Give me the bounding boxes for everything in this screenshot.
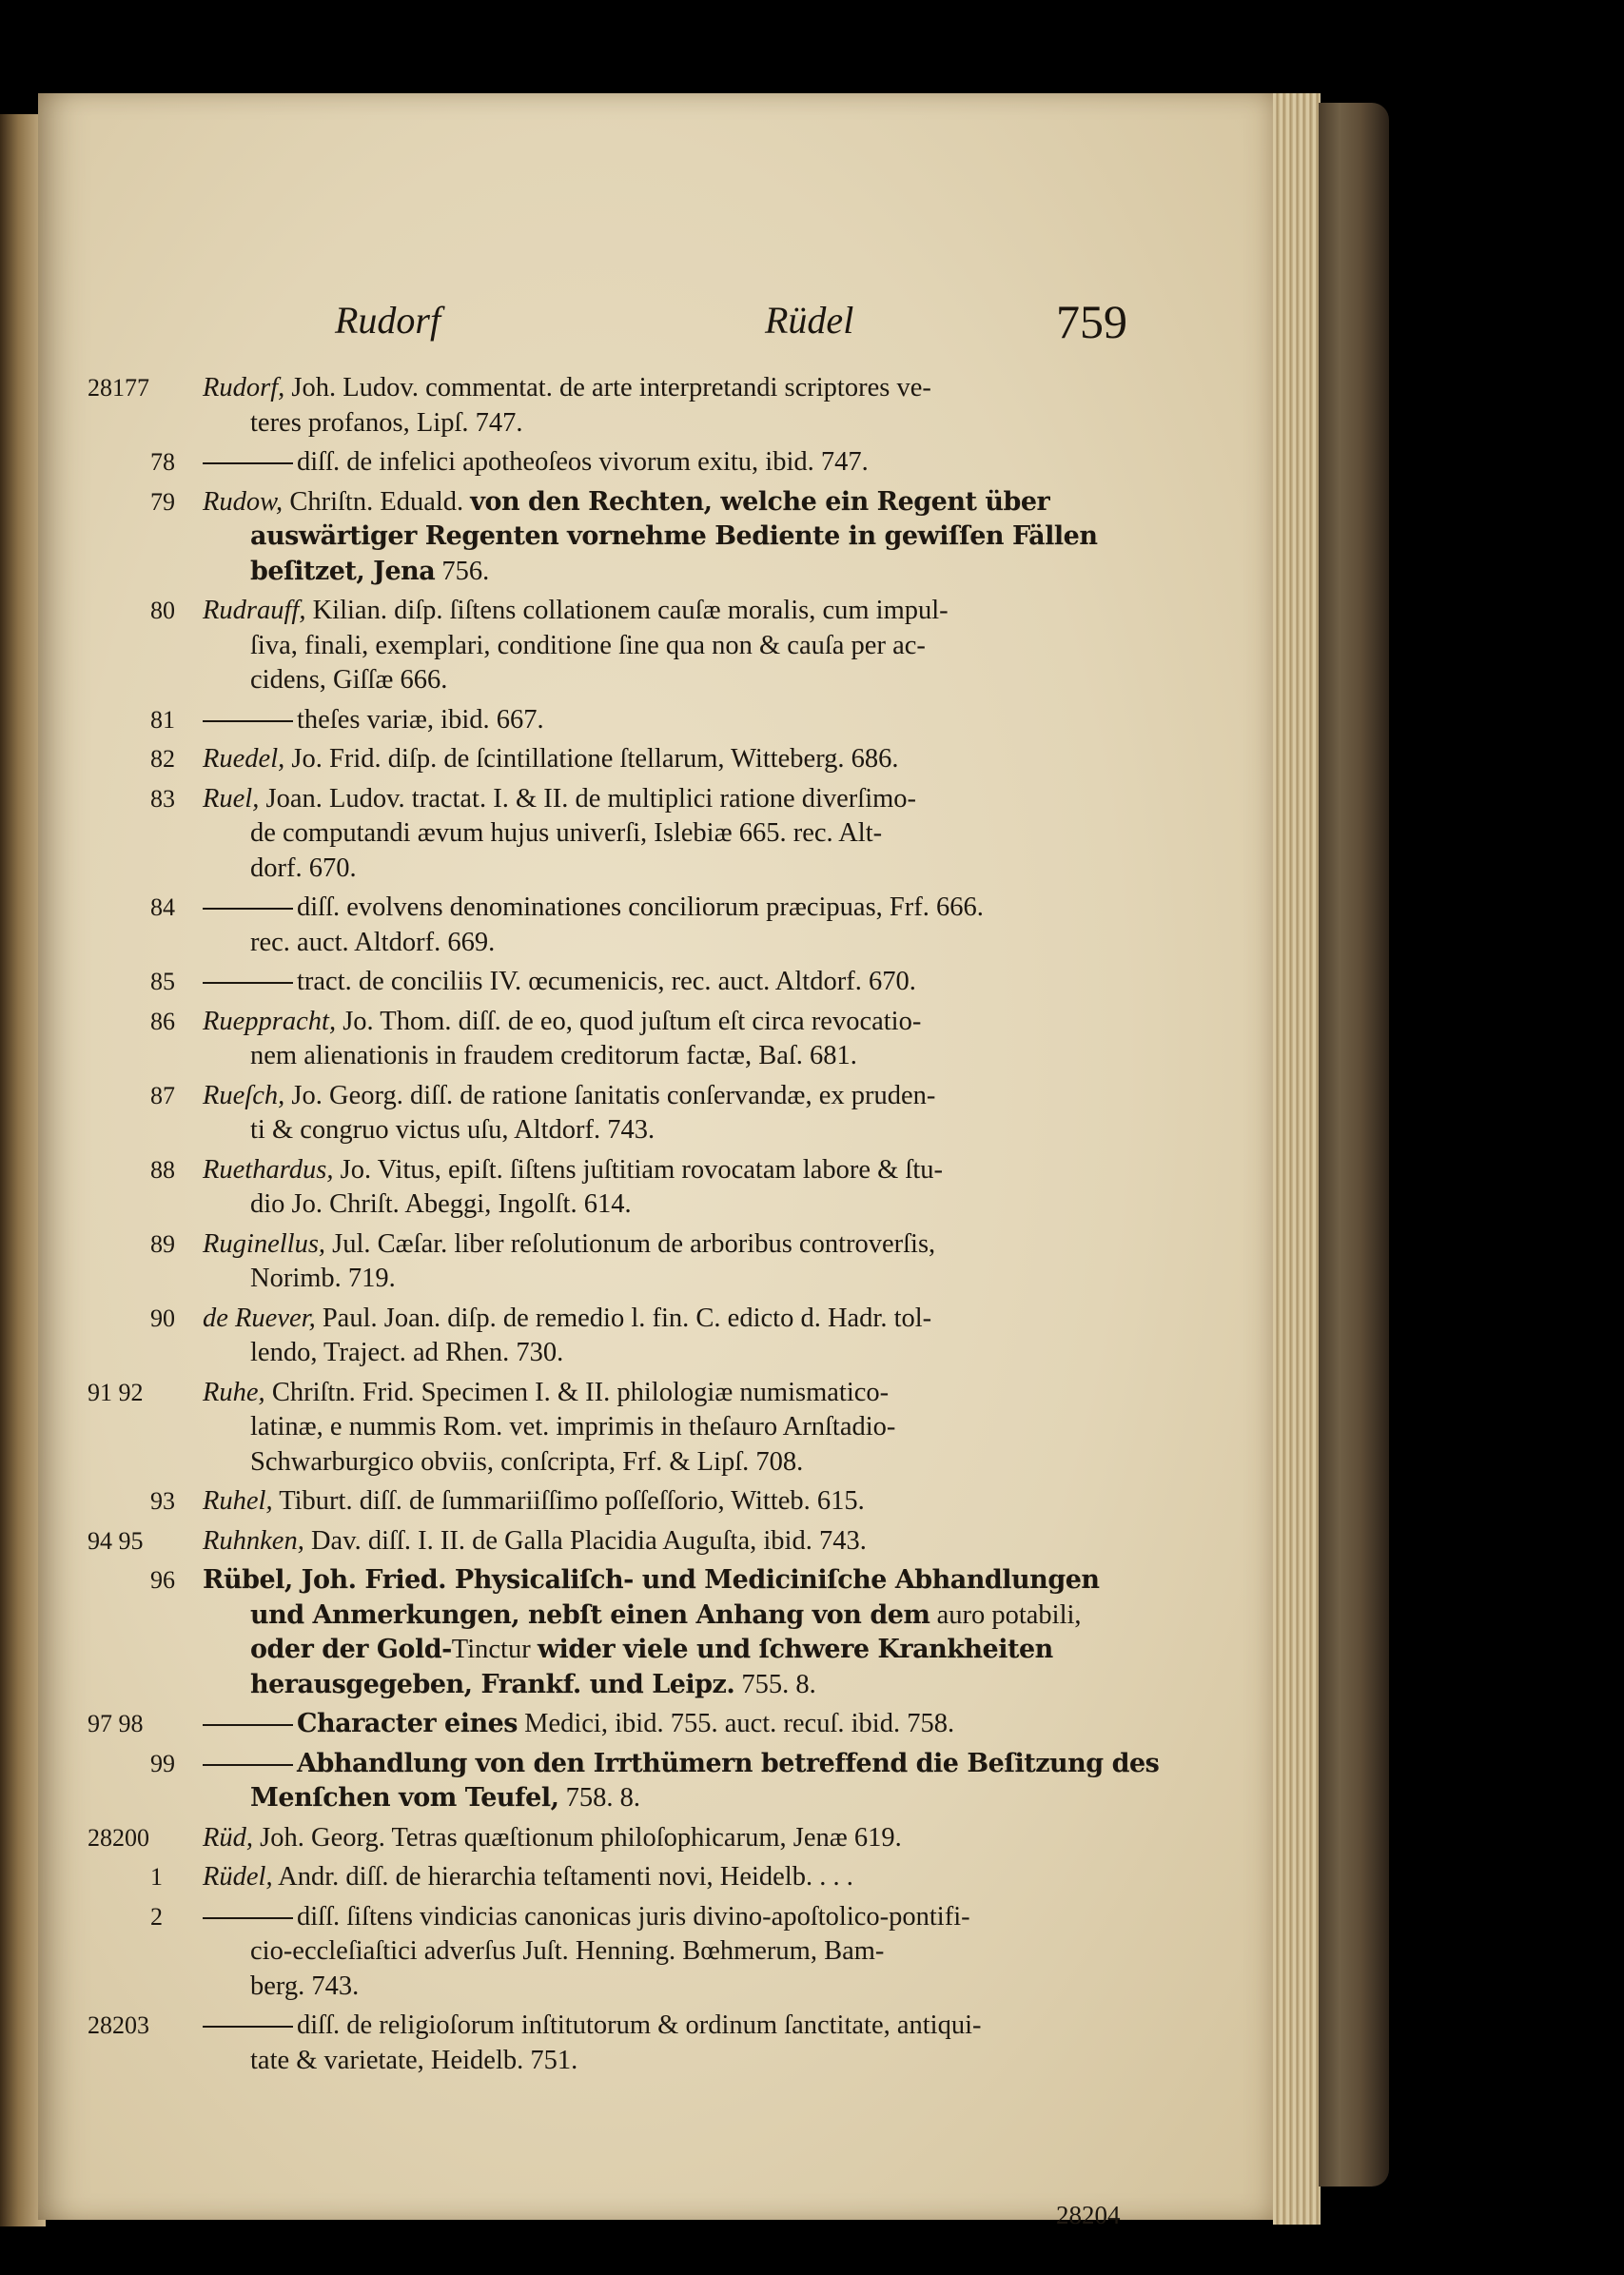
catchword: 28204 (1056, 2201, 1121, 2229)
fraktur-text: Menſchen vom Teufel, (250, 1783, 559, 1813)
entry-text: Dav. diſſ. I. II. de Galla Placidia Auguſta, ibid. 743. (303, 1525, 867, 1556)
entry-line (203, 1633, 1170, 1668)
author-name: de Ruever, (203, 1303, 316, 1333)
entry-text: cidens, Giſſæ 666. (250, 665, 448, 695)
author-name: Ruedel, (203, 744, 285, 774)
entry-line (203, 1707, 1170, 1742)
entry-text: Joh. Ludov. commentat. de arte interpretandi scriptores ve- (284, 373, 931, 402)
entry-line (203, 891, 1170, 926)
entry-text: nem alienationis in fraudem creditorum factæ, Baſ. 681. (250, 1041, 857, 1070)
fraktur-text: beſitzet, Jena (250, 556, 436, 586)
entry-number: 28177 (88, 374, 149, 402)
entry (38, 1376, 1275, 1481)
entry-text: teres profanos, Lipſ. 747. (250, 407, 523, 438)
entry-number: 93 (150, 1487, 175, 1515)
fraktur-text: wider viele und ſchwere Krankheiten (537, 1635, 1053, 1664)
book-cover-edge (1319, 103, 1389, 2187)
entry-line (203, 1187, 1170, 1223)
running-head-right: Rüdel (765, 299, 854, 342)
entry (38, 703, 1275, 738)
entry (38, 1302, 1275, 1371)
running-head-left: Rudorf (335, 299, 441, 342)
entry-list (38, 371, 1275, 2083)
entry-line (203, 1410, 1170, 1445)
entry-line (203, 629, 1170, 664)
entry-number: 83 (150, 784, 175, 813)
entry-line (203, 520, 1170, 555)
entry-text: diſſ. evolvens denominationes conciliorum præcipuas, Frf. 666. (297, 892, 984, 922)
page-stack (1273, 93, 1321, 2225)
entry-number: 91 92 (88, 1378, 144, 1406)
entry-text: Kilian. diſp. ſiſtens collationem cauſæ moralis, cum impul- (305, 596, 949, 625)
entry-text: Schwarburgico obviis, conſcripta, Frf. & Lipſ. 708. (250, 1446, 804, 1477)
entry (38, 1153, 1275, 1223)
entry (38, 2009, 1275, 2078)
entry-line (203, 703, 1170, 738)
entry-number: 81 (150, 705, 175, 734)
entry-text: dio Jo. Chriſt. Abeggi, Ingolſt. 614. (250, 1189, 632, 1219)
entry (38, 371, 1275, 441)
entry-text: berg. 743. (250, 1971, 360, 2001)
entry-line (203, 1153, 1170, 1188)
entry-line (203, 594, 1170, 629)
entry (38, 782, 1275, 887)
entry-number: 86 (150, 1007, 175, 1035)
entry-line (203, 1781, 1170, 1816)
entry (38, 1484, 1275, 1520)
entry-line (203, 445, 1170, 480)
author-name: Rudrauff, (203, 596, 306, 625)
entry-number: 89 (150, 1229, 175, 1258)
entry-text: Jo. Vitus, epiſt. ſiſtens juſtitiam rovocatam labore & ſtu- (333, 1154, 943, 1185)
entry-line (203, 1005, 1170, 1040)
entry-number: 82 (150, 745, 175, 773)
entry-text: Chriſtn. Frid. Specimen I. & II. philologiæ numismatico- (264, 1377, 890, 1407)
entry-line (203, 1039, 1170, 1074)
fraktur-text: Character eines (297, 1709, 518, 1738)
fraktur-text: von den Rechten, welche ein Regent über (470, 486, 1050, 517)
page-header (38, 288, 1275, 364)
entry-line (203, 1302, 1170, 1337)
fraktur-text: auswärtiger Regenten vornehme Bediente in gewiſſen Fällen (250, 521, 1098, 551)
author-name: Rüd, (203, 1822, 254, 1853)
entry-line (203, 965, 1170, 1000)
entry-line (203, 1445, 1170, 1481)
fraktur-text: und Anmerkungen, nebſt einen Anhang von dem (250, 1599, 930, 1630)
entry-text: Joan. Ludov. tractat. I. & II. de multiplici ratione diverſimo- (259, 783, 917, 814)
entry-number: 28200 (88, 1823, 149, 1852)
author-name: Ruhel, (203, 1486, 273, 1516)
entry-line (203, 1484, 1170, 1520)
entry-text: auro potabili, (929, 1599, 1082, 1630)
entry-line (203, 485, 1170, 520)
entry (38, 594, 1275, 698)
author-name: Rueppracht, (203, 1006, 337, 1036)
entry-number: 78 (150, 448, 175, 476)
entry-text: Norimb. 719. (250, 1264, 396, 1293)
entry-line (203, 1336, 1170, 1371)
entry-line (203, 1563, 1170, 1598)
author-name: Rueſch, (203, 1080, 285, 1110)
author-name: Ruginellus, (203, 1228, 326, 1259)
entry-line (203, 663, 1170, 698)
entry-line (203, 742, 1170, 777)
ditto-dash (203, 2026, 293, 2028)
entry (38, 891, 1275, 960)
entry-text: diſſ. de infelici apotheoſeos vivorum exitu, ibid. 747. (297, 447, 869, 477)
entry-text: tate & varietate, Heidelb. 751. (250, 2045, 578, 2075)
entry-text: diſſ. ſiſtens vindicias canonicas juris divino-apoſtolico-pontifi- (297, 1901, 970, 1932)
entry-text: 756. (435, 556, 490, 586)
entry-line (203, 2009, 1170, 2044)
entry-line (203, 406, 1170, 441)
entry-text: 755. 8. (734, 1669, 816, 1699)
entry-text: 758. 8. (558, 1783, 641, 1813)
entry (38, 445, 1275, 480)
entry (38, 1563, 1275, 1702)
entry-number: 94 95 (88, 1526, 144, 1555)
entry-number: 84 (150, 893, 175, 921)
entry-line (203, 1079, 1170, 1114)
entry-text: latinæ, e nummis Rom. vet. imprimis in theſauro Arnſtadio- (250, 1412, 896, 1441)
entry-line (203, 2044, 1170, 2079)
entry-number: 2 (150, 1902, 163, 1931)
entry (38, 1860, 1275, 1895)
entry-line (203, 1227, 1170, 1263)
entry-line (203, 1821, 1170, 1856)
author-name: Rudorf, (203, 373, 285, 402)
entry-text: ſiva, finali, exemplari, conditione ſine qua non & cauſa per ac- (250, 630, 926, 660)
author-name: Ruhe, (203, 1377, 265, 1407)
author-name: Ruel, (203, 783, 260, 814)
entry-number: 96 (150, 1566, 175, 1594)
entry-line (203, 852, 1170, 887)
entry-text: cio-eccleſiaſtici adverſus Juſt. Henning. Bœhmerum, Bam- (250, 1936, 885, 1966)
author-name: Rudow, (203, 486, 284, 517)
entry (38, 1707, 1275, 1742)
entry-number: 79 (150, 487, 175, 516)
entry (38, 1821, 1275, 1856)
entry-line (203, 782, 1170, 817)
entry-line (203, 1970, 1170, 2005)
entry-line (203, 1376, 1170, 1411)
entry-text: Medici, ibid. 755. auct. recuſ. ibid. 758. (518, 1709, 955, 1738)
author-name: Ruhnken, (203, 1525, 304, 1556)
entry-line (203, 1524, 1170, 1559)
entry-text: Jul. Cæſar. liber reſolutionum de arboribus controverſis, (325, 1228, 936, 1259)
entry-text: de computandi ævum hujus univerſi, Islebiæ 665. rec. Alt- (250, 818, 883, 848)
entry (38, 1079, 1275, 1148)
entry-number: 88 (150, 1155, 175, 1184)
entry (38, 485, 1275, 590)
entry (38, 1747, 1275, 1816)
entry-line (203, 1934, 1170, 1970)
entry-text: diſſ. de religioſorum inſtitutorum & ordinum ſanctitate, antiqui- (297, 2010, 982, 2040)
entry-text: Chriſtn. Eduald. (283, 486, 471, 517)
entry (38, 1524, 1275, 1559)
fraktur-text: Rübel, Joh. Fried. Physicaliſch- und Mediciniſche Abhandlungen (203, 1565, 1100, 1595)
entry-text: Joh. Georg. Tetras quæſtionum philoſophicarum, Jenæ 619. (253, 1822, 902, 1853)
entry (38, 965, 1275, 1000)
entry-line (203, 371, 1170, 406)
entry (38, 742, 1275, 777)
page-number: 759 (1056, 295, 1127, 348)
entry-line (203, 1113, 1170, 1148)
entry (38, 1227, 1275, 1297)
entry-text: Jo. Thom. diſſ. de eo, quod juſtum eſt circa revocatio- (336, 1006, 922, 1036)
entry-line (203, 1747, 1170, 1782)
entry-text: tract. de conciliis IV. œcumenicis, rec. auct. Altdorf. 670. (297, 967, 916, 996)
ditto-dash (203, 1724, 293, 1726)
author-name: Rüdel, (203, 1862, 273, 1892)
entry-number: 90 (150, 1304, 175, 1332)
entry-line (203, 1262, 1170, 1297)
entry-text: Jo. Frid. diſp. de ſcintillatione ſtellarum, Witteberg. 686. (284, 744, 899, 774)
page (38, 93, 1275, 2229)
entry (38, 1900, 1275, 2005)
entry-text: lendo, Traject. ad Rhen. 730. (250, 1338, 564, 1367)
entry-text: theſes variæ, ibid. 667. (297, 704, 544, 735)
entry-line (203, 1668, 1170, 1703)
entry-line (203, 816, 1170, 852)
entry-line (203, 926, 1170, 961)
fraktur-text: Abhandlung von den Irrthümern betreffend die Beſitzung des (297, 1748, 1160, 1778)
entry-text: ti & congruo victus uſu, Altdorf. 743. (250, 1115, 655, 1145)
entry-number: 80 (150, 597, 175, 624)
fraktur-text: herausgegeben, Frankf. und Leipz. (250, 1669, 735, 1699)
entry-text: dorf. 670. (250, 853, 357, 883)
entry-number: 87 (150, 1081, 175, 1109)
entry-number: 99 (150, 1749, 175, 1777)
entry-line (203, 1598, 1170, 1634)
entry-line (203, 1860, 1170, 1895)
entry-text: Jo. Georg. diſſ. de ratione ſanitatis conſervandæ, ex pruden- (284, 1080, 936, 1110)
entry-line (203, 555, 1170, 590)
entry-text: Tiburt. diſſ. de ſummariiſſimo poſſeſſorio, Witteb. 615. (272, 1486, 865, 1516)
author-name: Ruethardus, (203, 1154, 334, 1185)
entry-text: Andr. diſſ. de hierarchia teſtamenti novi, Heidelb. . . . (272, 1862, 853, 1892)
entry-line (203, 1900, 1170, 1935)
entry-text: rec. auct. Altdorf. 669. (250, 927, 496, 957)
entry-number: 97 98 (88, 1710, 144, 1737)
entry-text: Paul. Joan. diſp. de remedio l. fin. C. edicto d. Hadr. tol- (315, 1303, 932, 1333)
entry-text: Tinctur (451, 1635, 538, 1664)
entry-number: 1 (150, 1863, 163, 1891)
entry (38, 1005, 1275, 1074)
fraktur-text: oder der Gold- (250, 1635, 452, 1664)
entry-number: 85 (150, 968, 175, 995)
entry-number: 28203 (88, 2011, 149, 2039)
